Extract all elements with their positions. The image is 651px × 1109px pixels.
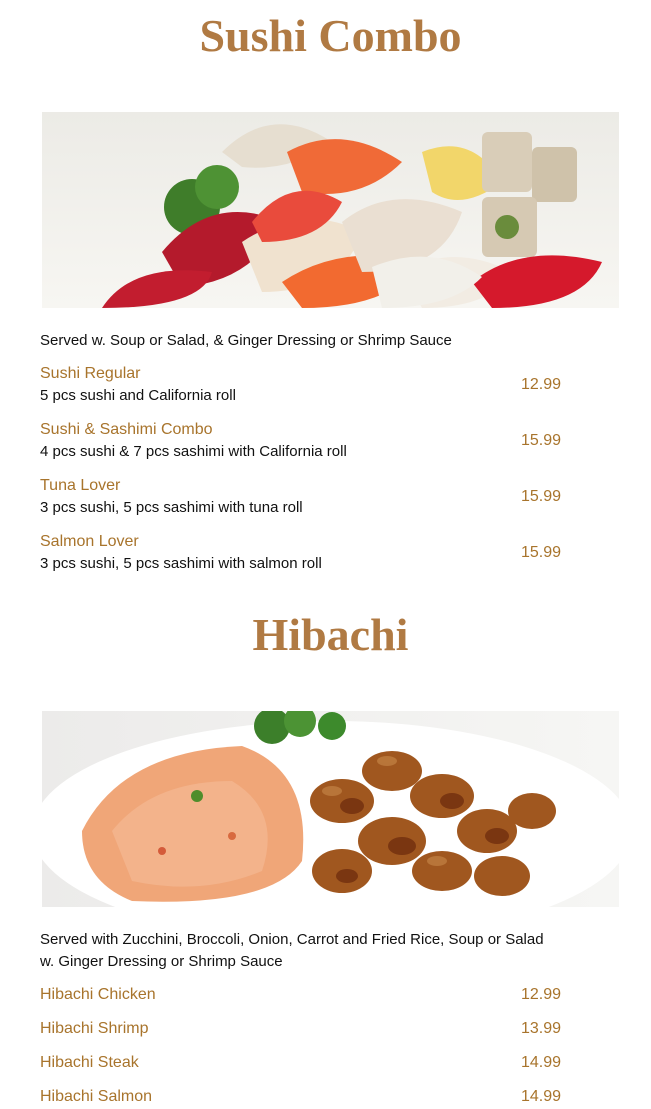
sushi-intro: Served w. Soup or Salad, & Ginger Dressing or Shrimp Sauce [40,332,452,349]
menu-item [40,419,580,463]
item-name: Hibachi Shrimp [40,1020,149,1037]
item-price: 12.99 [521,376,562,393]
hibachi-photo [42,711,619,907]
item-name: Sushi & Sashimi Combo [40,421,213,438]
item-name: Sushi Regular [40,365,141,382]
item-price: 12.99 [521,986,562,1003]
item-price: 15.99 [521,432,562,449]
item-name: Salmon Lover [40,533,139,550]
hibachi-intro [40,929,580,973]
item-name: Tuna Lover [40,477,121,494]
sushi-combo-title: Sushi Combo [199,10,462,61]
item-price: 13.99 [521,1020,562,1037]
item-desc: 3 pcs sushi, 5 pcs sashimi with tuna roll [40,499,303,516]
item-price: 15.99 [521,544,562,561]
item-desc: 4 pcs sushi & 7 pcs sashimi with California roll [40,443,347,460]
hibachi-intro-line-1: Served with Zucchini, Broccoli, Onion, Carrot and Fried Rice, Soup or Salad [40,931,544,948]
item-desc: 5 pcs sushi and California roll [40,387,236,404]
hibachi-intro-line-2: w. Ginger Dressing or Shrimp Sauce [40,953,283,970]
menu-item [40,531,580,575]
hibachi-title: Hibachi [252,609,409,660]
menu-item [40,475,580,519]
item-price: 14.99 [521,1088,562,1105]
sushi-photo [42,112,619,308]
item-name: Hibachi Chicken [40,986,156,1003]
item-name: Hibachi Salmon [40,1088,153,1105]
item-name: Hibachi Steak [40,1054,139,1071]
item-price: 15.99 [521,488,562,505]
menu-item [40,1052,580,1074]
menu-item [40,363,580,407]
item-desc: 3 pcs sushi, 5 pcs sashimi with salmon roll [40,555,322,572]
menu-item [40,1018,580,1040]
menu-item [40,1086,580,1108]
item-price: 14.99 [521,1054,562,1071]
menu-item [40,984,580,1006]
